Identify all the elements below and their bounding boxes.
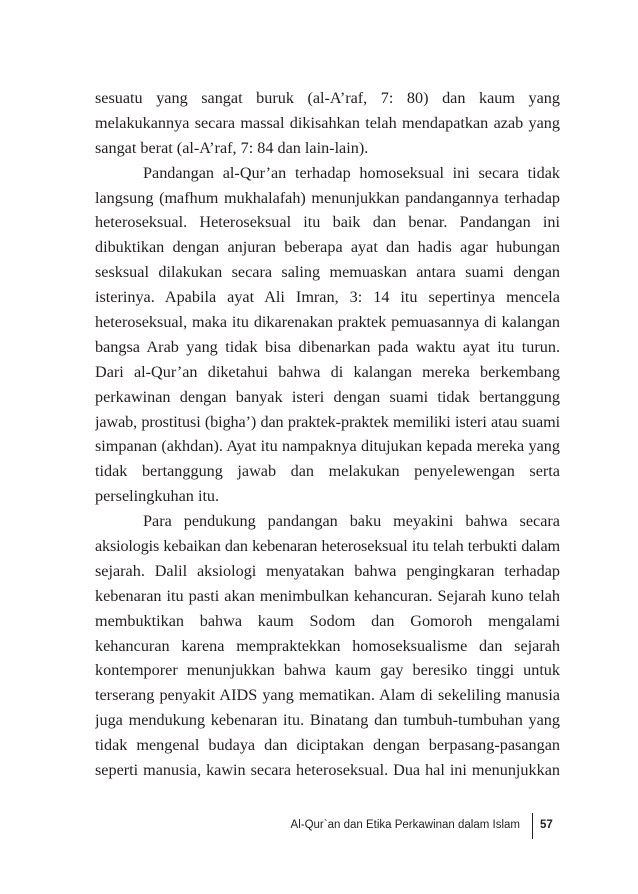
- text-line: isterinya. Apabila ayat Ali Imran, 3: 14 itu sepertinya mencela: [95, 288, 560, 307]
- footer-divider: [532, 813, 533, 839]
- text-line: bangsa Arab yang tidak bisa dibenarkan pada waktu ayat itu turun.: [95, 337, 560, 356]
- page-number: 57: [540, 819, 553, 831]
- text-line: sesuatu yang sangat buruk (al-A’raf, 7: 80) dan kaum yang: [95, 89, 560, 107]
- text-line: tidak mengenal budaya dan diciptakan dengan berpasang-pasangan: [95, 736, 560, 755]
- text-line: seperti manusia, kawin secara heteroseksual. Dua hal ini menunjukkan: [95, 761, 560, 780]
- text-line: dibuktikan dengan anjuran beberapa ayat dan hadis agar hubungan: [95, 238, 560, 257]
- text-line: sangat berat (al-A’raf, 7: 84 dan lain-lain).: [95, 138, 369, 157]
- text-line: langsung (mafhum mukhalafah) menunjukkan pandangannya terhadap: [95, 188, 560, 207]
- text-line: sesksual dilakukan secara saling memuaskan antara suami dengan: [95, 263, 560, 282]
- text-line: jawab, prostitusi (bigha’) dan praktek-praktek memiliki isteri atau suami: [95, 412, 560, 431]
- text-line: kontemporer menunjukkan bahwa kaum gay beresiko tinggi untuk: [95, 661, 560, 680]
- page-footer: [0, 813, 560, 839]
- paragraph-first-line: Para pendukung pandangan baku meyakini bahwa secara: [143, 512, 560, 531]
- text-line: terserang penyakit AIDS yang mematikan. Alam di sekeliling manusia: [95, 686, 560, 705]
- text-line: perselingkuhan itu.: [95, 487, 220, 506]
- text-line: perkawinan dengan banyak isteri dengan suami tidak bertanggung: [95, 387, 560, 406]
- text-line: simpanan (akhdan). Ayat itu nampaknya ditujukan kepada mereka yang: [95, 437, 560, 456]
- text-line: heteroseksual, maka itu dikarenakan praktek pemuasannya di kalangan: [95, 313, 560, 332]
- text-line: Dari al-Qur’an diketahui bahwa di kalangan mereka berkembang: [95, 362, 560, 381]
- text-line: kehancuran karena mempraktekkan homoseksualisme dan sejarah: [95, 636, 560, 655]
- body-text: [95, 86, 560, 783]
- text-line: tidak bertanggung jawab dan melakukan penyelewengan serta: [95, 462, 560, 481]
- text-line: melakukannya secara massal dikisahkan telah mendapatkan azab yang: [95, 113, 560, 132]
- text-line: aksiologis kebaikan dan kebenaran heteroseksual itu telah terbukti dalam: [95, 537, 560, 556]
- text-line: kebenaran itu pasti akan menimbulkan kehancuran. Sejarah kuno telah: [95, 586, 560, 605]
- text-line: heteroseksual. Heteroseksual itu baik dan benar. Pandangan ini: [95, 213, 560, 232]
- text-line: juga mendukung kebenaran itu. Binatang dan tumbuh-tumbuhan yang: [95, 711, 560, 730]
- text-line: membuktikan bahwa kaum Sodom dan Gomoroh mengalami: [95, 611, 560, 630]
- text-line: sejarah. Dalil aksiologi menyatakan bahwa pengingkaran terhadap: [95, 561, 560, 580]
- running-footer-title: Al-Qur`an dan Etika Perkawinan dalam Islam: [290, 819, 520, 831]
- paragraph-first-line: Pandangan al-Qur’an terhadap homoseksual ini secara tidak: [143, 163, 560, 182]
